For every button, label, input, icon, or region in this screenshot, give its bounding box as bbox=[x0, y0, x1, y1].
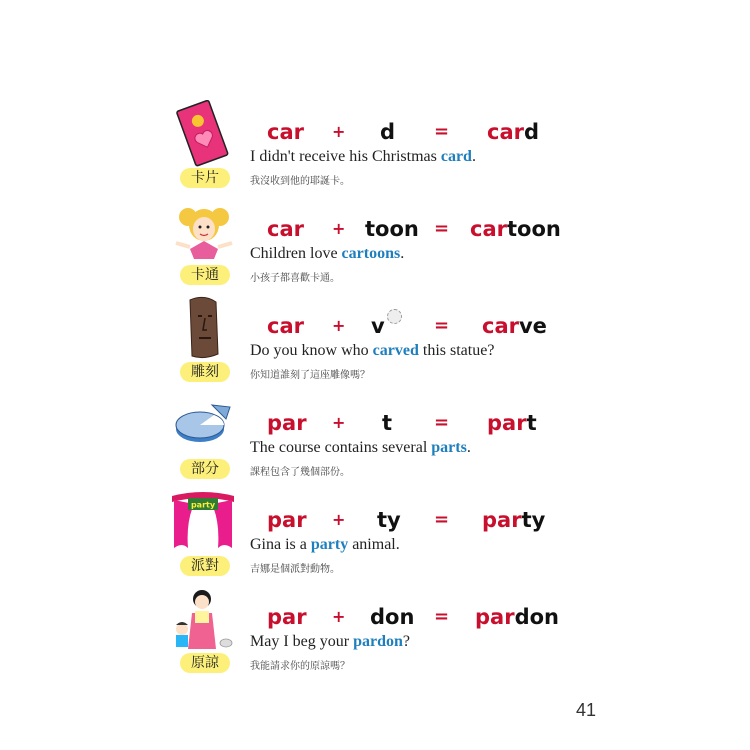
equals-sign: = bbox=[434, 412, 450, 433]
entry-card bbox=[168, 100, 588, 197]
pie-part-icon bbox=[168, 391, 238, 461]
example-sentence: May I beg your pardon? bbox=[250, 633, 410, 650]
example-sentence: Gina is a party animal. bbox=[250, 536, 400, 553]
result-root: car bbox=[470, 217, 507, 241]
chinese-label: 卡片 bbox=[180, 168, 230, 188]
chinese-label: 部分 bbox=[180, 459, 230, 479]
plus-sign: + bbox=[332, 219, 346, 238]
entry-party bbox=[168, 488, 588, 585]
result-word bbox=[470, 212, 561, 246]
root: car bbox=[267, 120, 304, 144]
example-sentence: Do you know who carved this statue? bbox=[250, 342, 495, 359]
cartoon-girl-icon bbox=[168, 197, 238, 267]
result-suffix: t bbox=[526, 411, 537, 435]
word-equation bbox=[267, 503, 567, 537]
plus-sign: + bbox=[332, 607, 346, 626]
result-suffix: toon bbox=[506, 217, 561, 241]
entry-pardon bbox=[168, 585, 588, 682]
mother-child-icon bbox=[168, 585, 238, 655]
party-sign-text: party bbox=[190, 500, 216, 510]
root: par bbox=[267, 411, 307, 435]
chinese-label: 卡通 bbox=[180, 265, 230, 285]
statue-icon bbox=[168, 294, 238, 364]
entry-part bbox=[168, 391, 588, 488]
suffix: don bbox=[370, 605, 415, 629]
equals-sign: = bbox=[434, 509, 450, 530]
equals-sign: = bbox=[434, 315, 450, 336]
chinese-translation: 我能請求你的原諒嗎？ bbox=[250, 661, 350, 672]
entry-carve bbox=[168, 294, 588, 391]
equals-sign: = bbox=[434, 218, 450, 239]
chinese-translation: 吉娜是個派對動物。 bbox=[250, 564, 340, 575]
suffix: toon bbox=[365, 217, 419, 241]
suffix: ty bbox=[377, 508, 401, 532]
result-word bbox=[475, 600, 559, 634]
party-stage-icon bbox=[168, 488, 238, 558]
equals-sign: = bbox=[434, 606, 450, 627]
result-suffix: ve bbox=[518, 314, 547, 338]
suffix: d bbox=[380, 120, 396, 144]
entry-cartoon bbox=[168, 197, 588, 294]
example-sentence: I didn't receive his Christmas card. bbox=[250, 148, 476, 165]
equals-sign: = bbox=[434, 121, 450, 142]
suffix: v bbox=[371, 314, 385, 338]
result-root: par bbox=[482, 508, 522, 532]
result-suffix: d bbox=[523, 120, 540, 144]
result-root: par bbox=[487, 411, 527, 435]
plus-sign: + bbox=[332, 510, 346, 529]
root: car bbox=[267, 314, 304, 338]
chinese-translation: 課程包含了幾個部份。 bbox=[250, 467, 350, 478]
result-suffix: don bbox=[514, 605, 559, 629]
result-suffix: ty bbox=[521, 508, 546, 532]
result-root: car bbox=[487, 120, 524, 144]
card-icon bbox=[168, 100, 238, 170]
word-equation bbox=[267, 115, 567, 149]
example-sentence: Children love cartoons. bbox=[250, 245, 405, 262]
silent-e-icon bbox=[387, 309, 402, 324]
result-word bbox=[487, 406, 537, 440]
page-number: 41 bbox=[576, 700, 597, 720]
example-sentence: The course contains several parts. bbox=[250, 439, 471, 456]
result-word bbox=[482, 309, 547, 343]
result-root: par bbox=[475, 605, 515, 629]
plus-sign: + bbox=[332, 316, 346, 335]
plus-sign: + bbox=[332, 122, 346, 141]
result-word bbox=[487, 115, 539, 149]
suffix-group bbox=[371, 309, 385, 343]
plus-sign: + bbox=[332, 413, 346, 432]
chinese-label: 派對 bbox=[180, 556, 230, 576]
word-equation bbox=[267, 212, 567, 246]
result-word bbox=[482, 503, 545, 537]
chinese-translation: 小孩子都喜歡卡通。 bbox=[250, 273, 340, 284]
keyword: parts bbox=[431, 439, 467, 456]
chinese-translation: 我沒收到他的耶誕卡。 bbox=[250, 176, 350, 187]
root: car bbox=[267, 217, 304, 241]
keyword: carved bbox=[372, 342, 419, 359]
chinese-label: 雕刻 bbox=[180, 362, 230, 382]
word-equation bbox=[267, 309, 567, 343]
word-equation bbox=[267, 600, 567, 634]
result-root: car bbox=[482, 314, 519, 338]
chinese-translation: 你知道誰刻了這座雕像嗎？ bbox=[250, 370, 370, 381]
word-equation bbox=[267, 406, 567, 440]
root: par bbox=[267, 508, 307, 532]
keyword: cartoons bbox=[341, 245, 401, 262]
keyword: card bbox=[440, 148, 472, 165]
keyword: party bbox=[310, 536, 349, 553]
suffix: t bbox=[382, 411, 393, 435]
keyword: pardon bbox=[353, 633, 403, 650]
root: par bbox=[267, 605, 307, 629]
chinese-label: 原諒 bbox=[180, 653, 230, 673]
